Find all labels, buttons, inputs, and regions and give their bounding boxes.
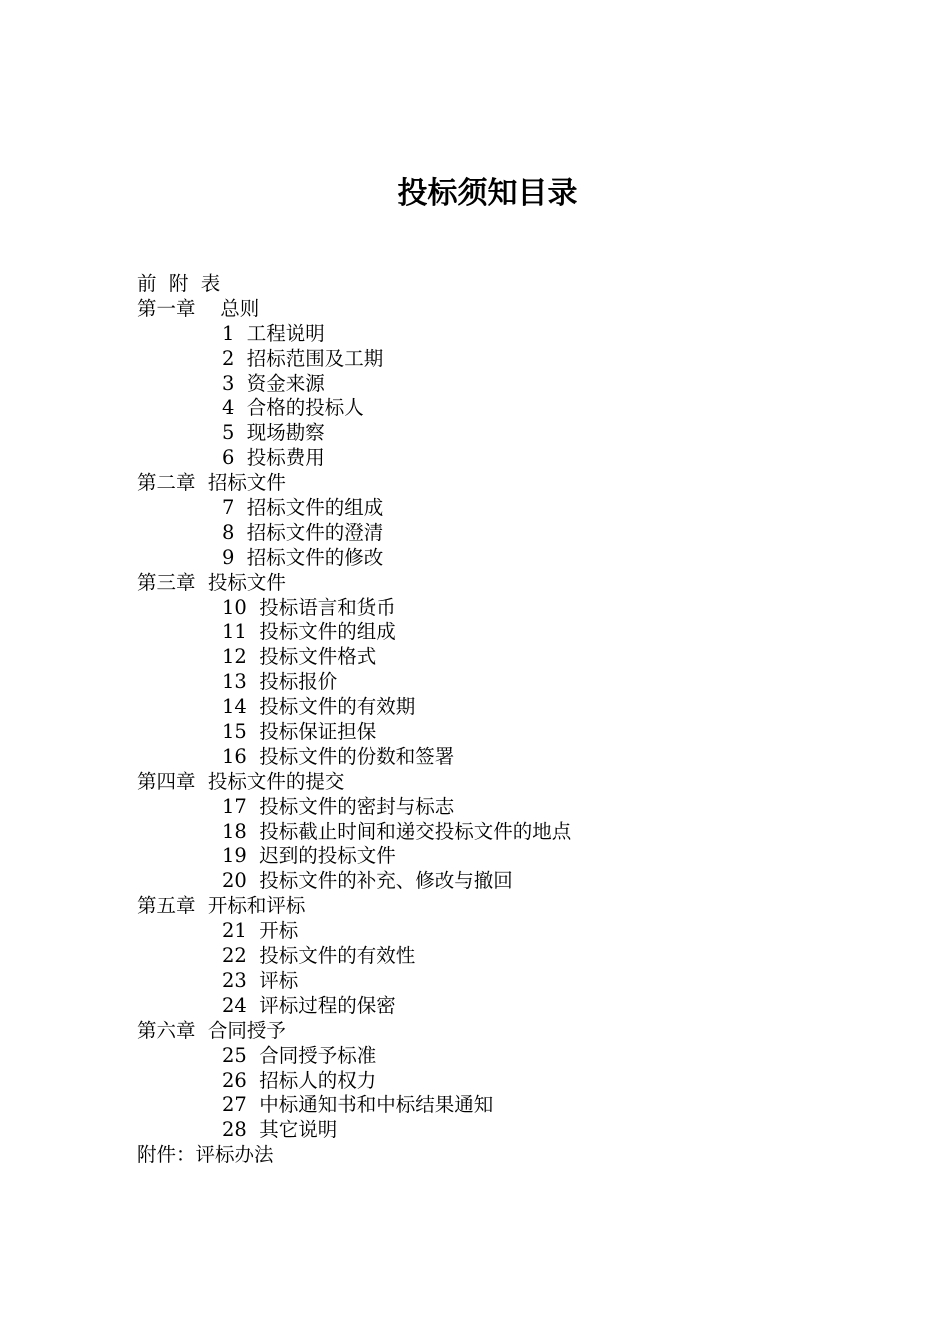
toc-chapter: 第一章 总则 xyxy=(137,296,260,320)
toc-item: 21 开标 xyxy=(222,919,299,943)
toc-item: 7 招标文件的组成 xyxy=(222,496,384,520)
toc-item: 12 投标文件格式 xyxy=(222,645,377,669)
toc-item: 9 招标文件的修改 xyxy=(222,545,384,569)
toc-item: 18 投标截止时间和递交投标文件的地点 xyxy=(222,819,572,843)
toc-item: 15 投标保证担保 xyxy=(222,720,377,744)
toc-item: 3 资金来源 xyxy=(222,371,325,395)
toc-chapter: 附件：评标办法 xyxy=(137,1143,274,1167)
toc-chapter: 第五章 开标和评标 xyxy=(137,894,306,918)
toc-item: 24 评标过程的保密 xyxy=(222,993,396,1017)
toc-item: 1 工程说明 xyxy=(222,321,325,345)
toc-chapter: 前 附 表 xyxy=(137,272,221,295)
table-of-contents xyxy=(137,272,571,1168)
toc-item: 28 其它说明 xyxy=(222,1118,338,1142)
toc-item: 10 投标语言和货币 xyxy=(222,595,396,619)
page-title: 投标须知目录 xyxy=(397,176,578,211)
toc-item: 14 投标文件的有效期 xyxy=(222,695,416,719)
toc-item: 17 投标文件的密封与标志 xyxy=(222,794,455,818)
toc-chapter: 第四章 投标文件的提交 xyxy=(137,769,345,793)
toc-item: 5 现场勘察 xyxy=(222,421,325,445)
toc-item: 25 合同授予标准 xyxy=(222,1043,377,1067)
toc-item: 22 投标文件的有效性 xyxy=(222,944,416,968)
toc-chapter: 第二章 招标文件 xyxy=(137,471,286,495)
toc-chapter: 第三章 投标文件 xyxy=(137,570,286,594)
toc-item: 4 合格的投标人 xyxy=(222,396,364,420)
toc-item: 6 投标费用 xyxy=(222,446,325,470)
toc-item: 26 招标人的权力 xyxy=(222,1068,377,1092)
toc-item: 8 招标文件的澄清 xyxy=(222,520,384,544)
toc-item: 13 投标报价 xyxy=(222,670,338,694)
toc-item: 11 投标文件的组成 xyxy=(222,620,396,644)
toc-item: 16 投标文件的份数和签署 xyxy=(222,744,455,768)
toc-item: 19 迟到的投标文件 xyxy=(222,844,396,868)
toc-item: 20 投标文件的补充、修改与撤回 xyxy=(222,869,513,893)
toc-item: 2 招标范围及工期 xyxy=(222,346,384,370)
toc-item: 27 中标通知书和中标结果通知 xyxy=(222,1093,494,1117)
toc-chapter: 第六章 合同授予 xyxy=(137,1018,286,1042)
toc-item: 23 评标 xyxy=(222,968,299,992)
